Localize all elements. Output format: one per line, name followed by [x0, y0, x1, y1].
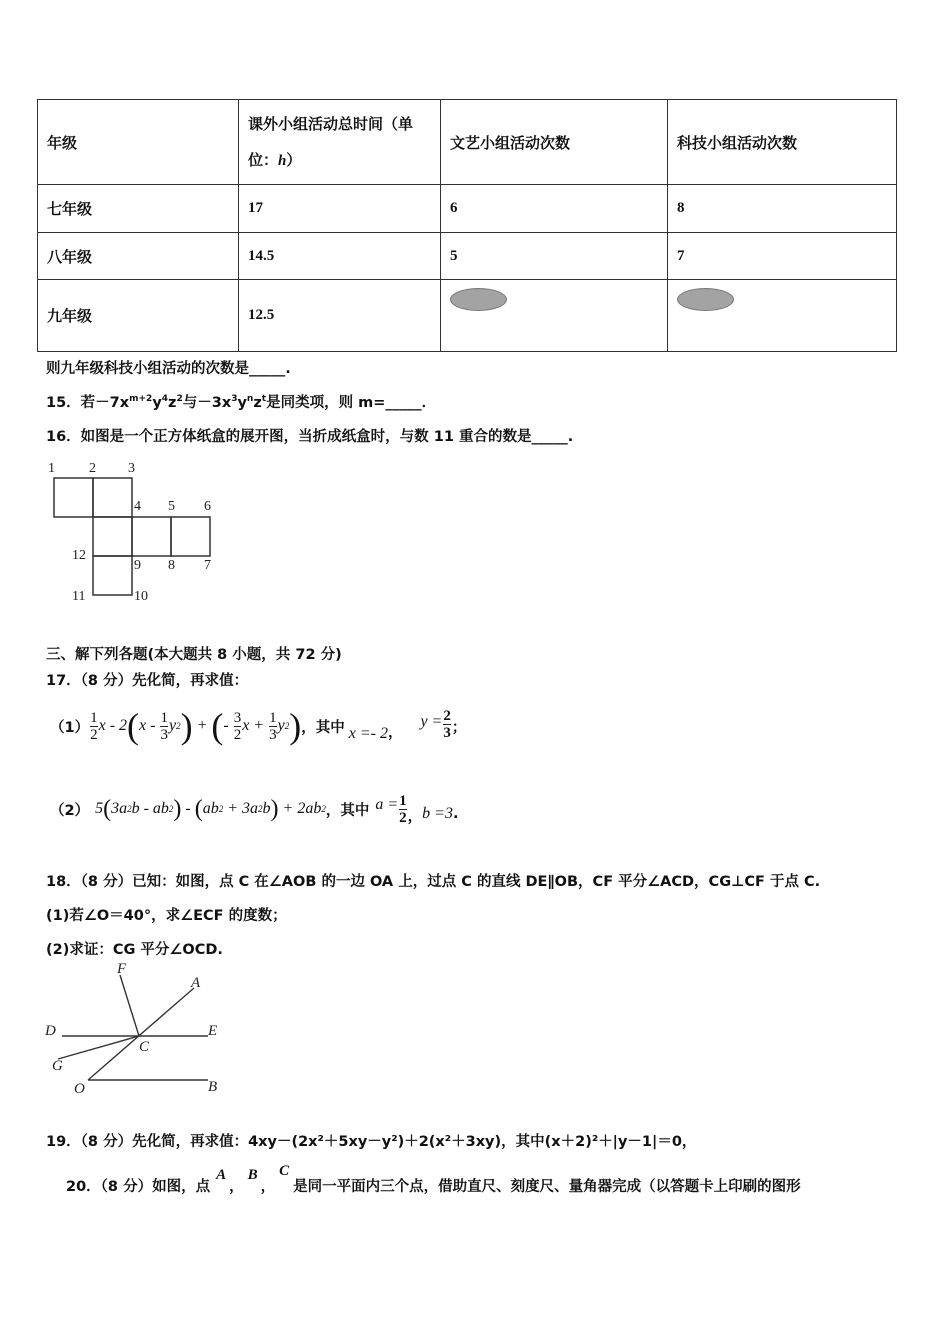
q14-tail: 则九年级科技小组活动的次数是_____.	[46, 361, 291, 377]
q17-title: 17．（8 分）先化简，再求值：	[46, 673, 249, 689]
cell-tech: 7	[668, 233, 897, 280]
q17-part2: （2） 5 ( 3a 2 b - ab 2 ) - ( ab 2 + 3a 2 b ) + 2ab 2 ，其中 a = $\frac{1}{2}$ ， b =3 .	[50, 792, 459, 826]
cell-grade: 八年级	[38, 233, 239, 280]
net-label: 5	[168, 499, 175, 514]
net-label: 2	[89, 461, 96, 476]
fig-label-E: E	[208, 1023, 218, 1039]
section-3-heading: 三、解下列各题(本大题共 8 小题，共 72 分)	[46, 647, 342, 663]
net-label: 4	[134, 499, 141, 514]
table-row	[38, 280, 897, 352]
blot-shape	[450, 288, 507, 311]
q17-part1: （1） $\frac{1}{2}$ x - 2 ( x - $\frac{1}{3}$ y 2 ) + ( - $\frac{3}{2}$ x + $\frac{1}{3}$ y 2 ) ，其中 x =- 2 ， y = $\frac{2}{3}$ ；	[50, 706, 467, 746]
activity-table	[37, 99, 897, 352]
header-grade: 年级	[38, 100, 239, 185]
q17-part2-formula: 5 ( 3a 2 b - ab 2 ) - ( ab 2 + 3a 2 b ) + 2ab 2	[95, 795, 326, 822]
cube-net-figure	[40, 455, 230, 610]
fig-label-O: O	[74, 1081, 85, 1097]
q18-line3: (2)求证：CG 平分∠OCD.	[46, 942, 223, 958]
angle-figure	[40, 960, 230, 1100]
fig-label-A: A	[191, 975, 201, 991]
q20: 20．（8 分）如图，点 A ， B ， C 是同一平面内三个点，借助直尺、刻度尺、量角器完成（以答题卡上印刷的图形	[66, 1163, 801, 1195]
net-label: 10	[134, 589, 148, 604]
q17-part1-formula: $\frac{1}{2}$ x - 2 ( x - $\frac{1}{3}$ y 2 ) + ( - $\frac{3}{2}$ x + $\frac{1}{3}$ y 2 )	[90, 706, 302, 746]
cell-arts-hidden	[441, 280, 668, 352]
net-label: 11	[72, 589, 86, 604]
header-tech: 科技小组活动次数	[668, 100, 897, 185]
fig-label-F: F	[117, 961, 127, 977]
net-label: 8	[168, 558, 175, 573]
table-row	[38, 233, 897, 280]
table-row	[38, 185, 897, 233]
header-arts: 文艺小组活动次数	[441, 100, 668, 185]
q19: 19．（8 分）先化简，再求值：4xy－(2x²＋5xy－y²)＋2(x²＋3xy)，其中(x＋2)²＋|y－1|＝0，	[46, 1134, 697, 1150]
table-header-row	[38, 100, 897, 185]
cell-arts: 5	[441, 233, 668, 280]
net-label: 9	[134, 558, 141, 573]
net-label: 6	[204, 499, 211, 514]
fig-label-D: D	[45, 1023, 56, 1039]
cell-time: 14.5	[239, 233, 441, 280]
cell-time: 12.5	[239, 280, 441, 352]
header-total-time: 课外小组活动总时间（单 位：h）	[239, 100, 441, 185]
net-label: 12	[72, 548, 86, 563]
cell-grade: 九年级	[38, 280, 239, 352]
fig-label-B: B	[208, 1079, 218, 1095]
blot-shape	[677, 288, 734, 311]
cell-arts: 6	[441, 185, 668, 233]
cell-tech: 8	[668, 185, 897, 233]
cell-grade: 七年级	[38, 185, 239, 233]
q15: 15．若$-7x^{m+2}y^4z^2$与$-3x^3y^nz^t$是同类项，则 m=_____．	[46, 394, 437, 411]
q16-text: 16．如图是一个正方体纸盒的展开图，当折成纸盒时，与数 11 重合的数是_____.	[46, 429, 574, 445]
cell-time: 17	[239, 185, 441, 233]
q18-line1: 18．（8 分）已知：如图，点 C 在∠AOB 的一边 OA 上，过点 C 的直线 DE∥OB，CF 平分∠ACD，CG⊥CF 于点 C.	[46, 874, 821, 890]
cell-tech-hidden	[668, 280, 897, 352]
fig-label-G: G	[52, 1058, 63, 1074]
net-label: 3	[128, 461, 135, 476]
net-label: 1	[48, 461, 55, 476]
fig-label-C: C	[139, 1039, 150, 1055]
net-label: 7	[204, 558, 211, 573]
q18-line2: (1)若∠O＝40°，求∠ECF 的度数；	[46, 908, 287, 924]
